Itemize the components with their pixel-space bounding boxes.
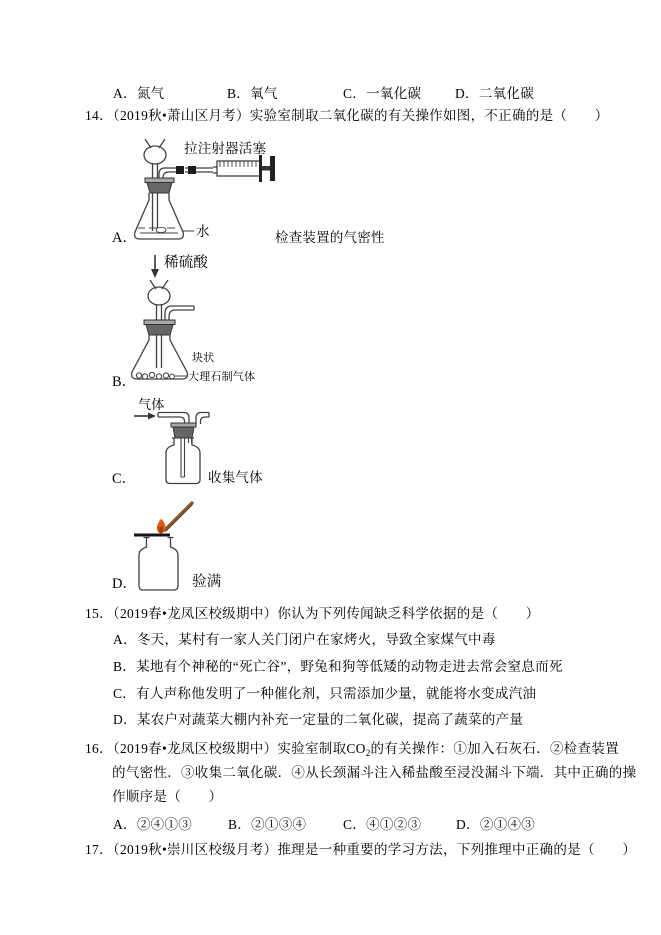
diagram-a-caption: 检查装置的气密性	[275, 230, 385, 245]
diagram-c-letter: C．	[112, 471, 137, 487]
splint-edge	[166, 505, 193, 532]
question16-stem-line3: 作顺序是（ ）	[112, 789, 223, 804]
funnel-bulb	[144, 146, 166, 164]
q16-option-a: A．②④①③	[113, 817, 193, 832]
q16-co2-subscript: 2	[365, 748, 371, 758]
syringe-graduations	[220, 161, 256, 167]
stopper-rim	[145, 178, 174, 183]
delivery-tube	[169, 310, 194, 320]
question14-stem: 14．（2019秋•萧山区月考）实验室制取二氧化碳的有关操作如图，不正确的是（ ）	[85, 108, 609, 123]
diagram-b-letter: B．	[112, 374, 137, 390]
option-d: D．二氧化碳	[455, 86, 535, 101]
q16-line1-pre: 16．（2019春•龙凤区校级期中）实验室制取CO	[85, 741, 366, 756]
rubber-stopper	[147, 183, 172, 194]
q15-option-c: C．有人声称他发明了一种催化剂，只需添加少量，就能将水变成汽油	[113, 686, 537, 701]
lump-label: 块状	[192, 352, 215, 364]
rubber-stopper	[173, 427, 194, 438]
option-b: B．氧气	[227, 86, 278, 101]
question17-stem: 17．（2019秋•崇川区校级月考）推理是一种重要的学习方法，下列推理中正确的是（ ）	[85, 842, 637, 857]
syringe-plunger-rod	[262, 166, 270, 171]
long-inner-tube	[181, 438, 185, 477]
question15-stem: 15．（2019春•龙凤区校级期中）你认为下列传闻缺乏科学依据的是（ ）	[85, 606, 540, 621]
funnel-stem	[153, 163, 158, 231]
diagram-a-letter: A．	[112, 230, 137, 246]
short-inner-tube	[189, 438, 192, 443]
q15-option-b: B．某地有个神秘的“死亡谷”，野兔和狗等低矮的动物走进去常会窒息而死	[113, 659, 563, 674]
q15-option-a: A．冬天，某村有一家人关门闭户在家烤火，导致全家煤气中毒	[113, 632, 496, 647]
stopper-rim	[171, 423, 196, 427]
funnel-stem	[157, 304, 162, 368]
q15-option-d: D．某农户对蔬菜大棚内补充一定量的二氧化碳，提高了蔬菜的产量	[113, 712, 524, 727]
diagram-d-caption: 验满	[192, 574, 222, 590]
marble-lumps	[136, 372, 174, 379]
gas-jar	[139, 538, 178, 591]
diagram-d-letter: D．	[112, 576, 137, 592]
acid-label: 稀硫酸	[164, 255, 209, 271]
conical-flask	[132, 335, 188, 379]
diagram-fullness-test	[128, 500, 238, 595]
wooden-splint	[165, 503, 192, 530]
gas-arrow-head	[148, 413, 156, 420]
outlet-tube	[201, 417, 210, 424]
stopper-rim	[144, 320, 175, 325]
gas-label: 气体	[138, 397, 165, 412]
funnel-bulb	[148, 287, 170, 305]
option-c: C．一氧化碳	[343, 86, 422, 101]
tube-connector	[176, 166, 184, 174]
option-a: A．氮气	[113, 86, 165, 101]
syringe-flange	[259, 155, 262, 182]
water-label: 水	[196, 224, 210, 239]
question16-stem-line2: 的气密性．③收集二氧化碳．④从长颈漏斗注入稀盐酸至浸没漏斗下端．其中正确的操	[112, 765, 637, 780]
pour-arrow-head	[151, 269, 159, 278]
marble-label: 大理石制气体	[188, 371, 256, 383]
syringe	[213, 161, 260, 176]
rubber-stopper	[146, 325, 173, 336]
flame-core	[159, 526, 164, 533]
diagram-c-caption: 收集气体	[208, 470, 263, 485]
q16-option-b: B．②①③④	[228, 817, 307, 832]
syringe-plunger-handle	[270, 156, 275, 181]
tube-connector	[188, 166, 196, 174]
q16-option-d: D．②①④③	[456, 817, 536, 832]
syringe-action-label: 拉注射器活塞	[184, 141, 267, 156]
glass-plate	[134, 534, 170, 537]
question16-stem-line1	[85, 740, 619, 762]
q16-line1-post: 的有关操作：①加入石灰石．②检查装置	[370, 741, 619, 756]
q16-option-c: C．④①②③	[343, 817, 422, 832]
